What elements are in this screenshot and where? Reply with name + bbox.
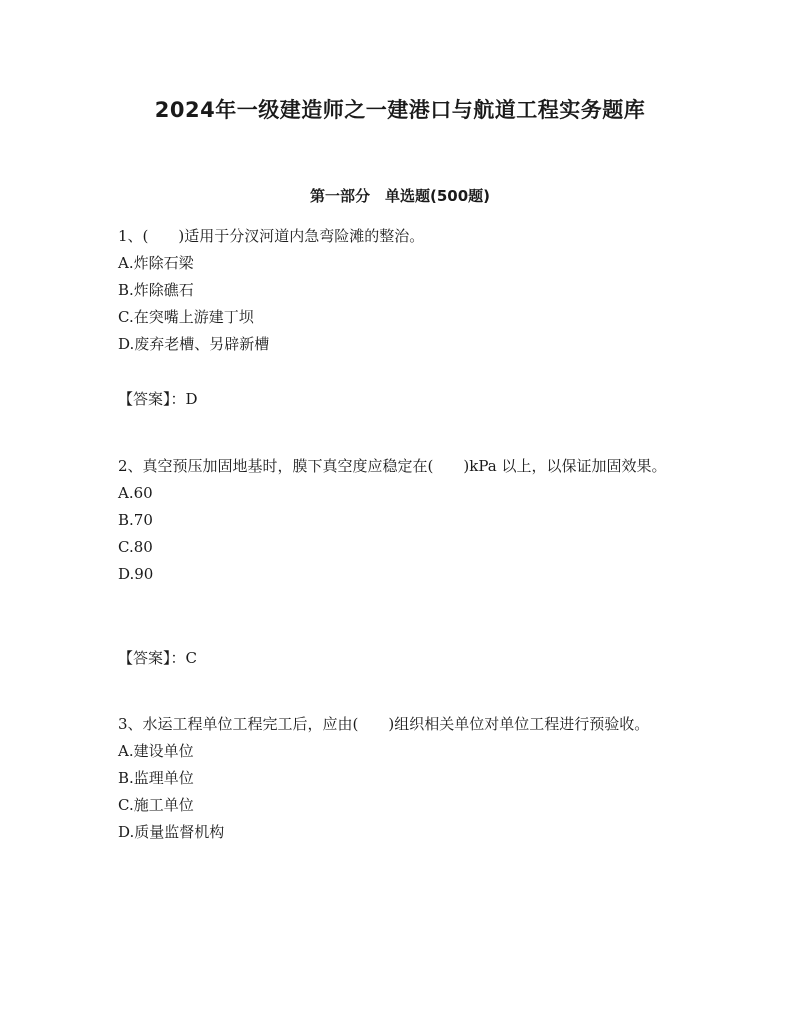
question-1-answer: 【答案】：D <box>118 390 198 408</box>
question-3-option-b: B.监理单位 <box>118 769 194 787</box>
question-2-option-d: D.90 <box>118 565 154 583</box>
question-3-option-c: C.施工单位 <box>118 796 194 814</box>
question-1 <box>118 223 684 358</box>
question-1-option-d: D.废弃老槽、另辟新槽 <box>118 335 270 353</box>
document-title: 2024年一级建造师之一建港口与航道工程实务题库 <box>154 98 646 122</box>
question-2-answer: 【答案】：C <box>118 649 197 667</box>
question-2-stem: 2、真空预压加固地基时，膜下真空度应稳定在( )kPa 以上，以保证加固效果。 <box>118 457 667 475</box>
question-2-option-c: C.80 <box>118 538 153 556</box>
question-1-option-b: B.炸除礁石 <box>118 281 194 299</box>
question-3 <box>118 711 684 846</box>
question-3-option-d: D.质量监督机构 <box>118 823 225 841</box>
question-2-option-b: B.70 <box>118 511 153 529</box>
question-1-option-a: A.炸除石梁 <box>118 254 194 272</box>
question-3-option-a: A.建设单位 <box>118 742 194 760</box>
question-2-option-a: A.60 <box>118 484 153 502</box>
question-1-option-c: C.在突嘴上游建丁坝 <box>118 308 254 326</box>
question-3-stem: 3、水运工程单位工程完工后，应由( )组织相关单位对单位工程进行预验收。 <box>118 715 650 733</box>
question-1-stem: 1、( )适用于分汊河道内急弯险滩的整治。 <box>118 227 425 245</box>
section-title: 第一部分 单选题(500题) <box>309 187 491 205</box>
question-2 <box>118 453 684 588</box>
